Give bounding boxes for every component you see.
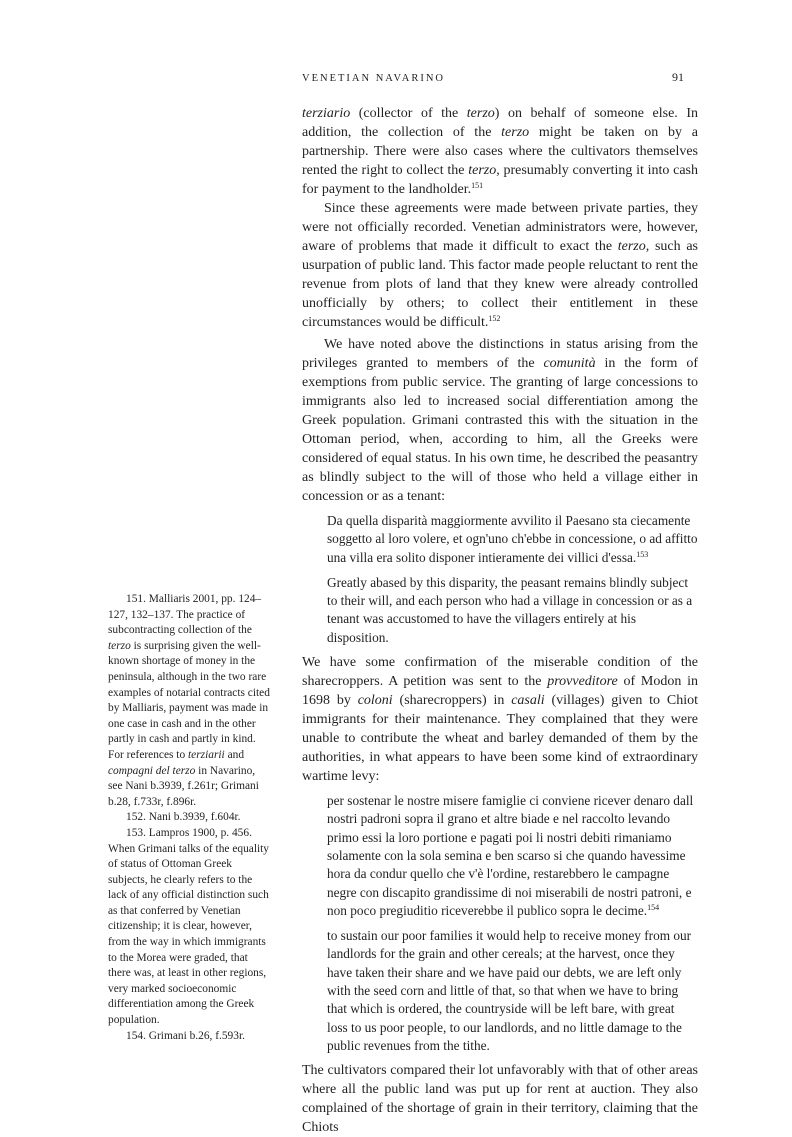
footnote-ref: 153 xyxy=(636,549,649,559)
quote-italian: Da quella disparità maggiormente avvilito il Paesano sta ciecamente soggetto al loro volere, et ogn'uno ch'ebbe in concessione, o ad affitto una villa era solito disponer intieramente dei villici d'essa.$^{153}$ xyxy=(327,513,698,565)
paragraph: Since these agreements were made between private parties, they were not officially recorded. Venetian administrators were, however, aware of problems that made it difficult to exact the terzo, such as usurpation of public land. This factor made people reluctant to rent the revenue from plots of land that they knew were already controlled unofficially by others; to collect their entitlement in these circumstances would be difficult.$^{152}$ xyxy=(302,201,698,330)
paragraph: The cultivators compared their lot unfavorably with that of other areas where all the public land was put up for rent at auction. They also complained of the shortage of grain in their territory, claiming that the Chiots xyxy=(302,1063,698,1136)
paragraph: We have some confirmation of the miserable condition of the sharecroppers. A petition was sent to the provveditore of Modon in 1698 by coloni (sharecroppers) in casali (villages) given to Chiot immigrants for their maintenance. They complained that they were unable to contribute the wheat and barley demanded of them by the authorities, in what appears to have been some kind of extraordinary wartime levy: xyxy=(302,655,699,785)
footnote-ref: 154 xyxy=(647,902,660,912)
block-quote xyxy=(327,792,698,1055)
footnote-152: 152. Nani b.3939, f.604r. xyxy=(126,811,241,824)
quote-translation: to sustain our poor families it would help to receive money from our landlords for the grain and other cereals; at the harvest, once they have taken their share and we have paid our debts, we are left only with the seed corn and little of that, so that when we have to bring that which is ordered, the countryside will be left bare, with great loss to us poor people, to our landlords, and no little damage to the public revenues from the tithe. xyxy=(327,928,692,1053)
block-quote xyxy=(327,512,698,647)
footnote-ref: 152 xyxy=(488,314,501,323)
quote-italian: per sostenar le nostre misere famiglie ci conviene ricever denaro dall nostri padroni sopra il grano et altre biade e nel raccolto levando primo essi la loro portione e pagati poi li nostri debiti rimaniamo solamente con la sola semina e ben scarso si che quando havessime hora da condur quello che v'è l'ordine, restarebbero le campagne negre con discapito grandissime di noi miserabili de nostri patroni, e non poco pregiuditio riceverebbe il publico sopra le decime.$^{154}$ xyxy=(327,793,694,918)
footnotes xyxy=(108,592,270,1044)
footnote-154: 154. Grimani b.26, f.593r. xyxy=(126,1029,245,1042)
page-number: 91 xyxy=(672,70,684,84)
running-title: VENETIAN NAVARINO xyxy=(302,73,445,84)
running-head xyxy=(302,70,684,85)
footnote-ref: 151 xyxy=(471,181,484,190)
footnote-153: 153. Lampros 1900, p. 456. When Grimani talks of the equality of status of Ottoman Greek subjects, he clearly refers to the lack of any official distinction such as that conferred by Venetian citizenship; it is clear, however, from the way in which immigrants to the Morea were graded, that there was, at least in other regions, very marked socioeconomic differentiation among the Greek population. xyxy=(108,826,270,1027)
paragraph: We have noted above the distinctions in status arising from the privileges granted to members of the comunità in the form of exemptions from public service. The granting of large concessions to immigrants also led to increased social differentiation among the Greek population. Grimani contrasted this with the situation in the Ottoman period, when, according to him, all the Greeks were considered of equal status. In his own time, he described the peasantry as blindly subject to the will of those who held a village either in concession or as a tenant: xyxy=(302,337,698,504)
footnote-151: 151. Malliaris 2001, pp. 124–127, 132–137. The practice of subcontracting collection of the terzo is surprising given the well-known shortage of money in the peninsula, although in the two rare examples of notarial contracts cited by Malliaris, payment was made in one case in cash and in the other partly in cash and partly in kind. For references to terziarii and compagni del terzo in Navarino, see Nani b.3939, f.261r; Grimani b.28, f.733r, f.896r. xyxy=(108,593,270,808)
quote-translation: Greatly abased by this disparity, the peasant remains blindly subject to their will, and each person who had a village in concession or as a tenant was accustomed to have the villagers entirely at his disposition. xyxy=(327,574,693,645)
paragraph: terziario (collector of the terzo) on behalf of someone else. In addition, the collection of the terzo might be taken on by a partnership. There were also cases where the cultivators themselves rented the right to collect the terzo, presumably converting it into cash for payment to the landholder.$^{151}$ xyxy=(302,106,699,197)
main-text xyxy=(302,104,698,1137)
